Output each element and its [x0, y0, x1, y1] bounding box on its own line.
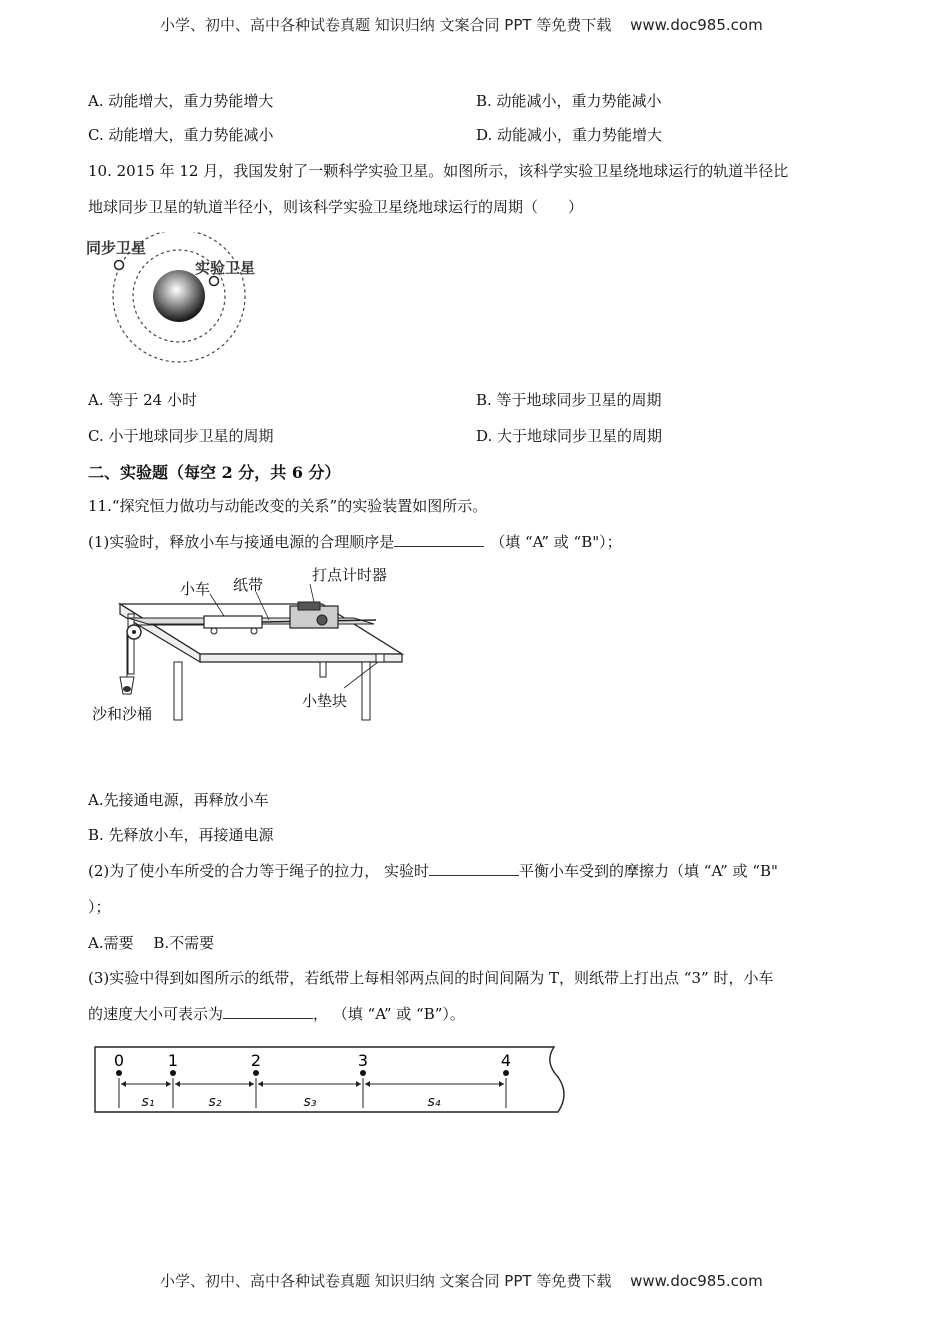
label-sand: 沙和沙桶: [92, 705, 153, 723]
q11-stem: 11.“探究恒力做功与动能改变的关系”的实验装置如图所示。: [88, 497, 488, 515]
q11-option-a: A.先接通电源，再释放小车: [88, 791, 269, 809]
tape-dot: [116, 1070, 122, 1076]
seg-label: s₁: [141, 1094, 155, 1110]
table-front-edge: [200, 654, 402, 662]
sand-fill: [123, 686, 131, 692]
seg-label: s₂: [208, 1094, 222, 1110]
answer-blank-3[interactable]: [223, 1004, 313, 1019]
seg-label: s₄: [427, 1094, 441, 1110]
tape-point-label: 4: [500, 1051, 512, 1070]
car-wheel: [211, 628, 217, 634]
tape-point-label: 1: [167, 1051, 179, 1070]
q11-part3-line2: [88, 1004, 465, 1024]
q11-part2-hint: 平衡小车受到的摩擦力（填 “A” 或 “B": [519, 862, 778, 880]
table-leg: [320, 662, 326, 677]
answer-blank-1[interactable]: [394, 532, 484, 547]
label-car: 小车: [180, 580, 211, 598]
q11-part3-line1: (3)实验中得到如图所示的纸带，若纸带上每相邻两点间的时间间隔为 T，则纸带上打出点 “3” 时，小车: [88, 969, 774, 987]
table-top: [120, 604, 402, 654]
page-header: [160, 14, 763, 35]
q11-part3-hint: ， （填 “A” 或 “B”）。: [313, 1005, 465, 1023]
footer-text: 小学、初中、高中各种试卷真题 知识归纳 文案合同 PPT 等免费下载: [160, 1272, 612, 1290]
paper-tape-figure: [92, 1044, 574, 1116]
earth-icon: [153, 270, 205, 322]
q9-option-c: C. 动能增大，重力势能减小: [88, 126, 274, 144]
q10-option-b: B. 等于地球同步卫星的周期: [476, 391, 662, 409]
tape-dot: [360, 1070, 366, 1076]
q11-part2-options: A.需要 B.不需要: [88, 934, 215, 952]
q9-option-d: D. 动能减小，重力势能增大: [476, 126, 663, 144]
q9-option-a: A. 动能增大，重力势能增大: [88, 92, 274, 110]
pulley-hub: [132, 630, 136, 634]
q11-part2-end: ）；: [88, 898, 111, 916]
sync-satellite-icon: [115, 261, 124, 270]
footer-site: www.doc985.com: [630, 1272, 763, 1290]
seg-label: s₃: [303, 1094, 317, 1110]
q11-part2-text: (2)为了使小车所受的合力等于绳子的拉力， 实验时: [88, 862, 430, 880]
timer-needle: [317, 615, 327, 625]
car-wheel: [251, 628, 257, 634]
tape-point-label: 0: [113, 1051, 125, 1070]
section-title: 二、实验题（每空 2 分，共 6 分）: [88, 463, 341, 482]
q10-option-a: A. 等于 24 小时: [88, 391, 197, 409]
q11-part1: [88, 532, 622, 552]
timer-top: [298, 602, 320, 610]
tape-outline: [95, 1047, 564, 1112]
pad-block-icon: [376, 654, 384, 662]
orbit-figure: [84, 232, 284, 382]
q10-stem-line2: 地球同步卫星的轨道半径小，则该科学实验卫星绕地球运行的周期（ ）: [88, 198, 584, 216]
page-footer: [160, 1270, 763, 1291]
header-site: www.doc985.com: [630, 16, 763, 34]
q11-part1-text: (1)实验时，释放小车与接通电源的合理顺序是: [88, 533, 395, 551]
table-leg: [174, 662, 182, 720]
tape-dot: [503, 1070, 509, 1076]
label-timer: 打点计时器: [312, 566, 388, 584]
exp-satellite-icon: [210, 277, 219, 286]
header-text: 小学、初中、高中各种试卷真题 知识归纳 文案合同 PPT 等免费下载: [160, 16, 612, 34]
tape-dot: [253, 1070, 259, 1076]
label-tape: 纸带: [233, 576, 264, 594]
tape-point-label: 2: [250, 1051, 262, 1070]
label-pad: 小垫块: [302, 692, 348, 710]
table-leg: [128, 614, 134, 674]
q11-part2: [88, 861, 778, 881]
leader-pad: [344, 662, 378, 688]
sync-satellite-label: 同步卫星: [86, 239, 147, 257]
car-icon: [204, 616, 262, 628]
tape-point-label: 3: [357, 1051, 369, 1070]
apparatus-figure: [84, 562, 414, 732]
q11-option-b: B. 先释放小车，再接通电源: [88, 826, 274, 844]
exp-satellite-label: 实验卫星: [195, 259, 256, 277]
tape-dot: [170, 1070, 176, 1076]
answer-blank-2[interactable]: [429, 861, 519, 876]
q10-stem-line1: 10. 2015 年 12 月，我国发射了一颗科学实验卫星。如图所示，该科学实验卫星绕地球运行的轨道半径比: [88, 162, 789, 180]
q10-option-d: D. 大于地球同步卫星的周期: [476, 427, 663, 445]
q11-part3-text: 的速度大小可表示为: [88, 1005, 224, 1023]
q11-part1-hint: （填 “A” 或 “B"）；: [490, 533, 622, 551]
q9-option-b: B. 动能减小，重力势能减小: [476, 92, 662, 110]
q10-option-c: C. 小于地球同步卫星的周期: [88, 427, 274, 445]
leader-timer: [310, 584, 314, 602]
